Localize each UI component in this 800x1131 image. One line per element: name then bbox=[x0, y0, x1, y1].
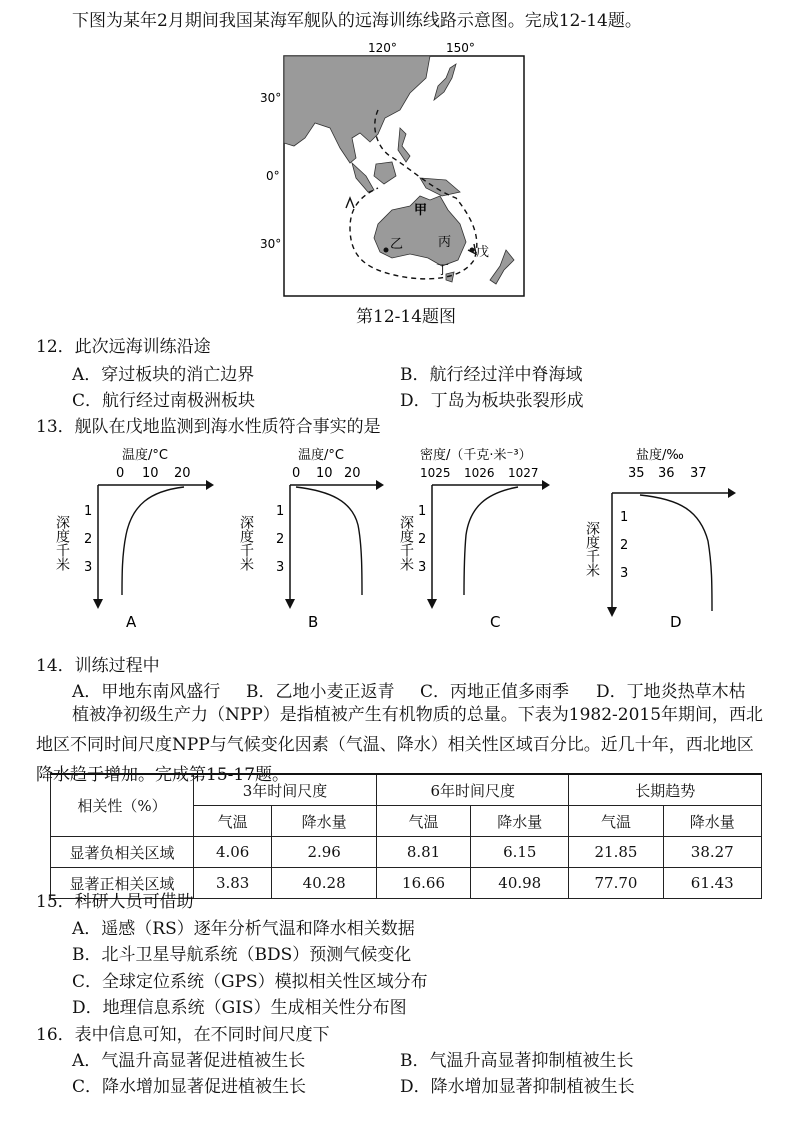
route-map bbox=[260, 38, 550, 298]
q15-option-b: B．北斗卫星导航系统（BDS）预测气候变化 bbox=[72, 945, 412, 965]
table-subheader: 降水量 bbox=[471, 806, 569, 837]
table-subheader: 降水量 bbox=[272, 806, 377, 837]
chart-d-title: 盐度/‰ bbox=[636, 448, 684, 463]
q15-option-c: C．全球定位系统（GPS）模拟相关性区域分布 bbox=[72, 972, 428, 992]
chart-a-ylabel: 深度千米 bbox=[54, 515, 70, 571]
chart-c-tick-2: 1027 bbox=[508, 466, 539, 480]
q12-option-a: A．穿过板块的消亡边界 bbox=[72, 365, 255, 385]
chart-b-tick-0: 0 bbox=[292, 466, 301, 481]
chart-a-ytick-1: 1 bbox=[84, 504, 93, 519]
chart-a-curve bbox=[122, 487, 184, 595]
chart-a bbox=[54, 447, 214, 631]
map-caption: 第12-14题图 bbox=[356, 307, 457, 327]
table-cell: 8.81 bbox=[377, 837, 471, 868]
table-cell: 2.96 bbox=[272, 837, 377, 868]
chart-d-ytick-2: 2 bbox=[620, 538, 629, 553]
chart-c-tick-0: 1025 bbox=[420, 466, 451, 480]
lat-label-30n: 30° bbox=[260, 91, 282, 105]
table-cell: 21.85 bbox=[569, 837, 663, 868]
q15-option-a: A．遥感（RS）逐年分析气温和降水相关数据 bbox=[72, 919, 415, 939]
place-wu: 戊 bbox=[476, 245, 490, 260]
chart-a-ytick-3: 3 bbox=[84, 560, 93, 575]
table-subheader: 气温 bbox=[569, 806, 663, 837]
chart-d-ytick-3: 3 bbox=[620, 566, 629, 581]
lon-label-120: 120° bbox=[368, 41, 397, 55]
place-yi-dot bbox=[384, 248, 389, 253]
chart-c-ytick-2: 2 bbox=[418, 532, 427, 547]
chart-d-ytick-1: 1 bbox=[620, 510, 629, 525]
chart-d-label: D bbox=[670, 613, 682, 631]
chart-c-curve bbox=[464, 487, 518, 595]
q12-stem: 12．此次远海训练沿途 bbox=[36, 337, 211, 357]
q16-option-d: D．降水增加显著抑制植被生长 bbox=[400, 1077, 635, 1097]
chart-c-ytick-1: 1 bbox=[418, 504, 427, 519]
q14-option-d: D．丁地炎热草木枯 bbox=[596, 682, 746, 702]
chart-b-tick-2: 20 bbox=[344, 466, 361, 481]
table-group-long: 长期趋势 bbox=[569, 774, 762, 806]
place-wu-dot bbox=[470, 248, 475, 253]
table-cell: 40.98 bbox=[471, 868, 569, 899]
table-cell: 6.15 bbox=[471, 837, 569, 868]
q16-stem: 16．表中信息可知，在不同时间尺度下 bbox=[36, 1025, 330, 1045]
table-subheader: 降水量 bbox=[663, 806, 761, 837]
chart-c-title: 密度/（千克·米⁻³） bbox=[420, 448, 532, 463]
chart-d-tick-2: 37 bbox=[690, 466, 707, 481]
chart-d-ylabel: 深度千米 bbox=[584, 521, 600, 577]
q12-option-d: D．丁岛为板块张裂形成 bbox=[400, 391, 584, 411]
q13-stem: 13．舰队在戊地监测到海水性质符合事实的是 bbox=[36, 417, 381, 437]
chart-a-tick-0: 0 bbox=[116, 466, 125, 481]
chart-c-label: C bbox=[490, 613, 501, 631]
q16-option-a: A．气温升高显著促进植被生长 bbox=[72, 1051, 306, 1071]
place-ding: 丁 bbox=[436, 263, 450, 278]
table-cell: 4.06 bbox=[194, 837, 272, 868]
q15-stem: 15．科研人员可借助 bbox=[36, 892, 194, 912]
chart-b-title: 温度/°C bbox=[298, 448, 344, 463]
chart-b-ylabel: 深度千米 bbox=[238, 515, 254, 571]
table-cell: 3.83 bbox=[194, 868, 272, 899]
table-group-6yr: 6年时间尺度 bbox=[377, 774, 569, 806]
place-bing: 丙 bbox=[438, 235, 452, 250]
place-jia: 甲 bbox=[414, 203, 428, 218]
chart-b-ytick-2: 2 bbox=[276, 532, 285, 547]
table-cell: 38.27 bbox=[663, 837, 761, 868]
q16-option-b: B．气温升高显著抑制植被生长 bbox=[400, 1051, 634, 1071]
chart-a-ytick-2: 2 bbox=[84, 532, 93, 547]
q14-option-b: B．乙地小麦正返青 bbox=[246, 682, 395, 702]
table-cell: 16.66 bbox=[377, 868, 471, 899]
intro-text: 下图为某年2月期间我国某海军舰队的远海训练线路示意图。完成12-14题。 bbox=[72, 11, 642, 31]
chart-d-tick-1: 36 bbox=[658, 466, 675, 481]
lon-label-150: 150° bbox=[446, 41, 475, 55]
row-label: 显著正相关区域 bbox=[51, 868, 194, 899]
chart-c-ylabel: 深度千米 bbox=[398, 515, 414, 571]
q14-stem: 14．训练过程中 bbox=[36, 656, 160, 676]
q12-option-c: C．航行经过南极洲板块 bbox=[72, 391, 256, 411]
q16-option-c: C．降水增加显著促进植被生长 bbox=[72, 1077, 307, 1097]
chart-a-tick-2: 20 bbox=[174, 466, 191, 481]
table-row bbox=[51, 837, 762, 868]
chart-a-title: 温度/°C bbox=[122, 448, 168, 463]
table-cell: 40.28 bbox=[272, 868, 377, 899]
chart-b bbox=[238, 447, 384, 631]
table-cell: 77.70 bbox=[569, 868, 663, 899]
q14-option-a: A．甲地东南风盛行 bbox=[72, 682, 221, 702]
chart-a-tick-1: 10 bbox=[142, 466, 159, 481]
passage-text: 植被净初级生产力（NPP）是指植被产生有机物质的总量。下表为1982-2015年期间，西北地区不同时间尺度NPP与气候变化因素（气温、降水）相关性区域百分比。近几十年，西北地区降水趋于增加。完成第15-17题。 bbox=[36, 705, 764, 785]
row-label: 显著负相关区域 bbox=[51, 837, 194, 868]
table-subheader: 气温 bbox=[377, 806, 471, 837]
place-yi: 乙 bbox=[390, 237, 404, 252]
lat-label-0: 0° bbox=[266, 169, 280, 183]
table-group-3yr: 3年时间尺度 bbox=[194, 774, 377, 806]
table-corner: 相关性（%） bbox=[51, 774, 194, 837]
chart-b-tick-1: 10 bbox=[316, 466, 333, 481]
chart-b-curve bbox=[296, 487, 362, 595]
chart-c-tick-1: 1026 bbox=[464, 466, 495, 480]
chart-a-label: A bbox=[126, 613, 137, 631]
table-cell: 61.43 bbox=[663, 868, 761, 899]
correlation-table bbox=[50, 773, 762, 899]
chart-d-curve bbox=[640, 495, 712, 611]
lat-label-30s: 30° bbox=[260, 237, 282, 251]
chart-b-label: B bbox=[308, 613, 319, 631]
chart-c-ytick-3: 3 bbox=[418, 560, 427, 575]
chart-c bbox=[398, 447, 550, 631]
q13-charts bbox=[40, 445, 760, 635]
table-subheader: 气温 bbox=[194, 806, 272, 837]
q15-option-d: D．地理信息系统（GIS）生成相关性分布图 bbox=[72, 998, 407, 1018]
chart-b-ytick-1: 1 bbox=[276, 504, 285, 519]
q12-option-b: B．航行经过洋中脊海域 bbox=[400, 365, 583, 385]
q14-option-c: C．丙地正值多雨季 bbox=[420, 682, 570, 702]
chart-d bbox=[584, 447, 736, 631]
chart-d-tick-0: 35 bbox=[628, 466, 645, 481]
chart-b-ytick-3: 3 bbox=[276, 560, 285, 575]
